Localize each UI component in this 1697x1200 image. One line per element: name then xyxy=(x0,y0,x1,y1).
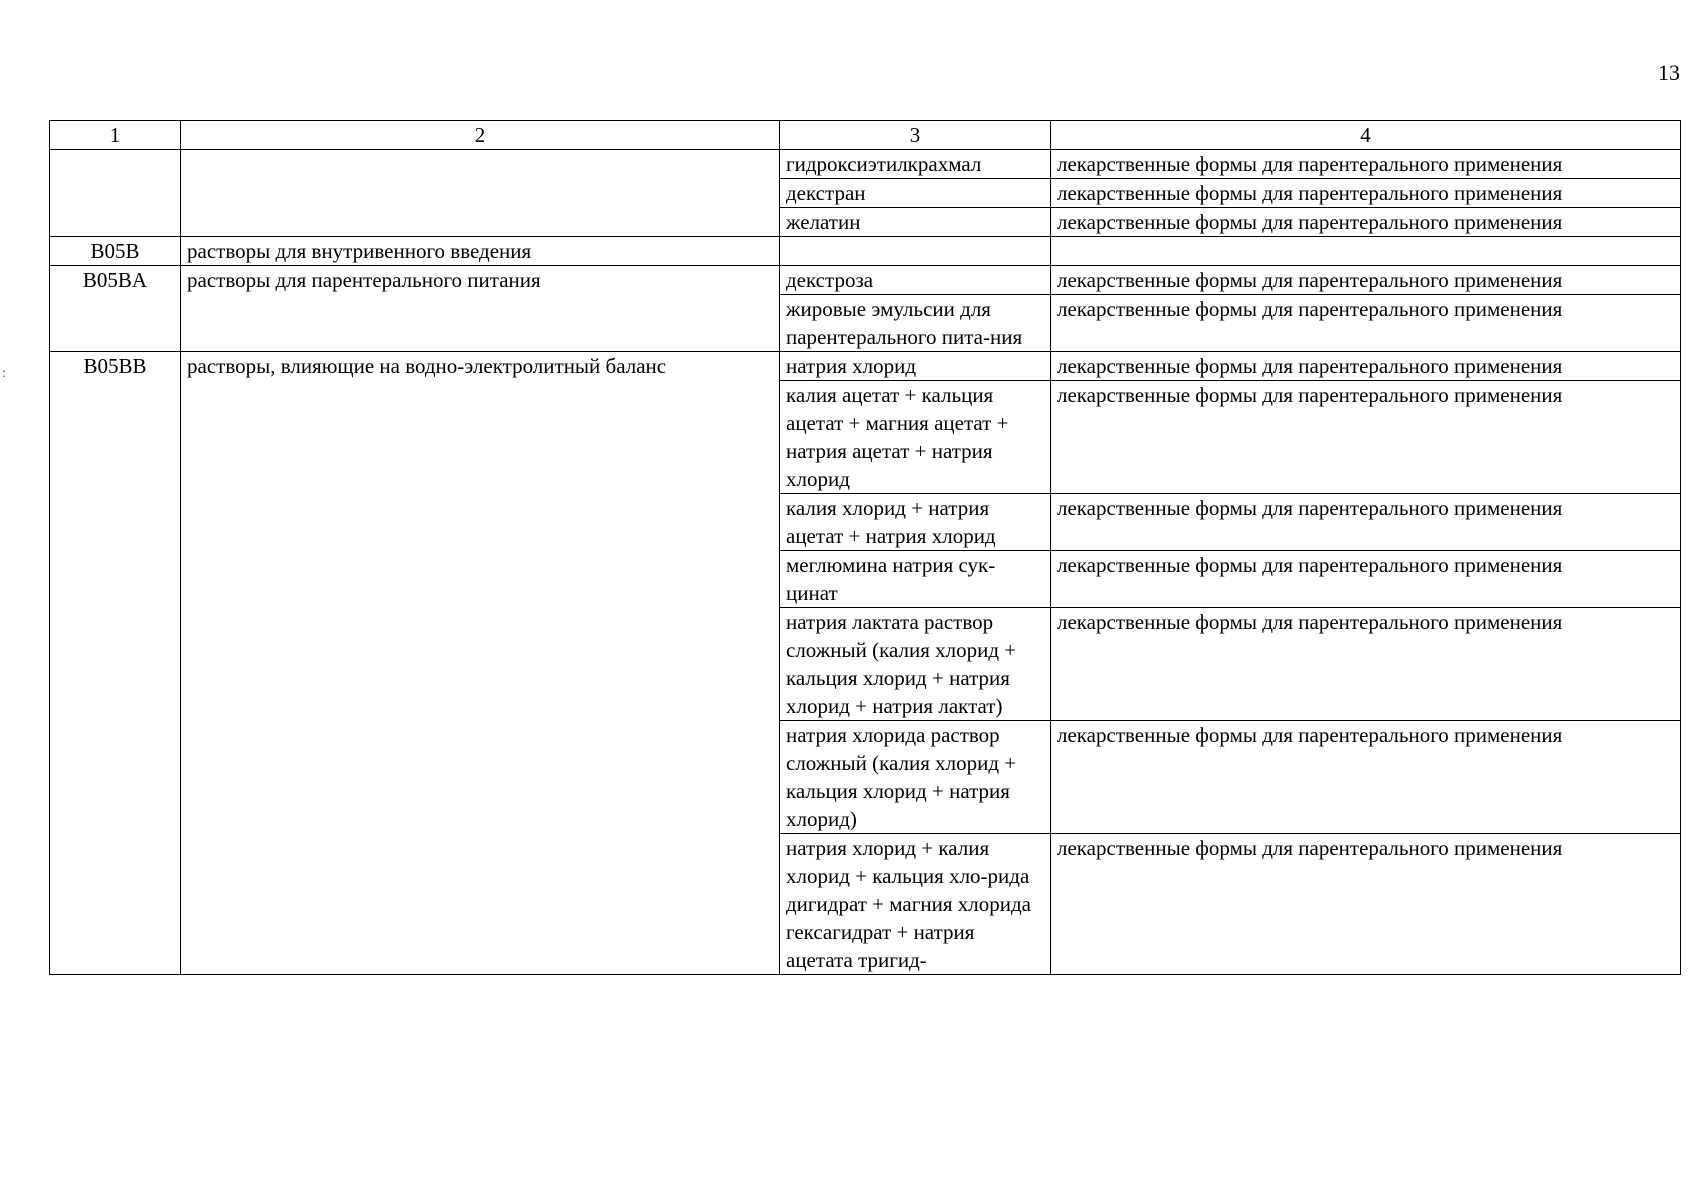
atc-code-cell: B05B xyxy=(50,237,181,266)
group-description-cell xyxy=(181,150,780,237)
header-row xyxy=(50,121,1681,150)
dosage-form-cell: лекарственные формы для парентерального применения xyxy=(1051,352,1681,381)
header-col-2: 2 xyxy=(181,121,780,150)
table-row xyxy=(50,150,1681,179)
atc-code-cell: B05BA xyxy=(50,266,181,352)
dosage-form-cell: лекарственные формы для парентерального применения xyxy=(1051,551,1681,608)
dosage-form-cell: лекарственные формы для парентерального применения xyxy=(1051,608,1681,721)
dosage-form-cell xyxy=(1051,237,1681,266)
group-description-cell: растворы для парентерального питания xyxy=(181,266,780,352)
atc-code-cell xyxy=(50,150,181,237)
substance-cell: декстроза xyxy=(780,266,1051,295)
dosage-form-cell: лекарственные формы для парентерального применения xyxy=(1051,721,1681,834)
substance-cell: гидроксиэтилкрахмал xyxy=(780,150,1051,179)
substance-cell: калия ацетат + кальция ацетат + магния ацетат + натрия ацетат + натрия хлорид xyxy=(780,381,1051,494)
substance-cell: жировые эмульсии для парентерального пита-ния xyxy=(780,295,1051,352)
substance-cell xyxy=(780,237,1051,266)
dosage-form-cell: лекарственные формы для парентерального применения xyxy=(1051,266,1681,295)
dosage-form-cell: лекарственные формы для парентерального применения xyxy=(1051,834,1681,975)
dosage-form-cell: лекарственные формы для парентерального применения xyxy=(1051,494,1681,551)
substance-cell: желатин xyxy=(780,208,1051,237)
header-col-3: 3 xyxy=(780,121,1051,150)
substance-cell: меглюмина натрия сук-цинат xyxy=(780,551,1051,608)
dosage-form-cell: лекарственные формы для парентерального применения xyxy=(1051,208,1681,237)
dosage-form-cell: лекарственные формы для парентерального применения xyxy=(1051,295,1681,352)
substance-cell: декстран xyxy=(780,179,1051,208)
dosage-form-cell: лекарственные формы для парентерального применения xyxy=(1051,381,1681,494)
substance-cell: натрия хлорида раствор сложный (калия хлорид + кальция хлорид + натрия хлорид) xyxy=(780,721,1051,834)
margin-mark: : xyxy=(2,366,6,381)
table-row xyxy=(50,266,1681,295)
atc-code-cell: B05BB xyxy=(50,352,181,975)
page-number: 13 xyxy=(1658,60,1680,85)
group-description-cell: растворы, влияющие на водно-электролитный баланс xyxy=(181,352,780,975)
table-row xyxy=(50,237,1681,266)
substance-cell: натрия хлорид xyxy=(780,352,1051,381)
table-row xyxy=(50,352,1681,381)
dosage-form-cell: лекарственные формы для парентерального применения xyxy=(1051,150,1681,179)
substance-cell: натрия лактата раствор сложный (калия хлорид + кальция хлорид + натрия хлорид + натрия лактат) xyxy=(780,608,1051,721)
drug-table xyxy=(49,120,1681,975)
substance-cell: натрия хлорид + калия хлорид + кальция хло-рида дигидрат + магния хлорида гексагидрат + натрия ацетата тригид- xyxy=(780,834,1051,975)
header-col-4: 4 xyxy=(1051,121,1681,150)
dosage-form-cell: лекарственные формы для парентерального применения xyxy=(1051,179,1681,208)
group-description-cell: растворы для внутривенного введения xyxy=(181,237,780,266)
substance-cell: калия хлорид + натрия ацетат + натрия хлорид xyxy=(780,494,1051,551)
header-col-1: 1 xyxy=(50,121,181,150)
